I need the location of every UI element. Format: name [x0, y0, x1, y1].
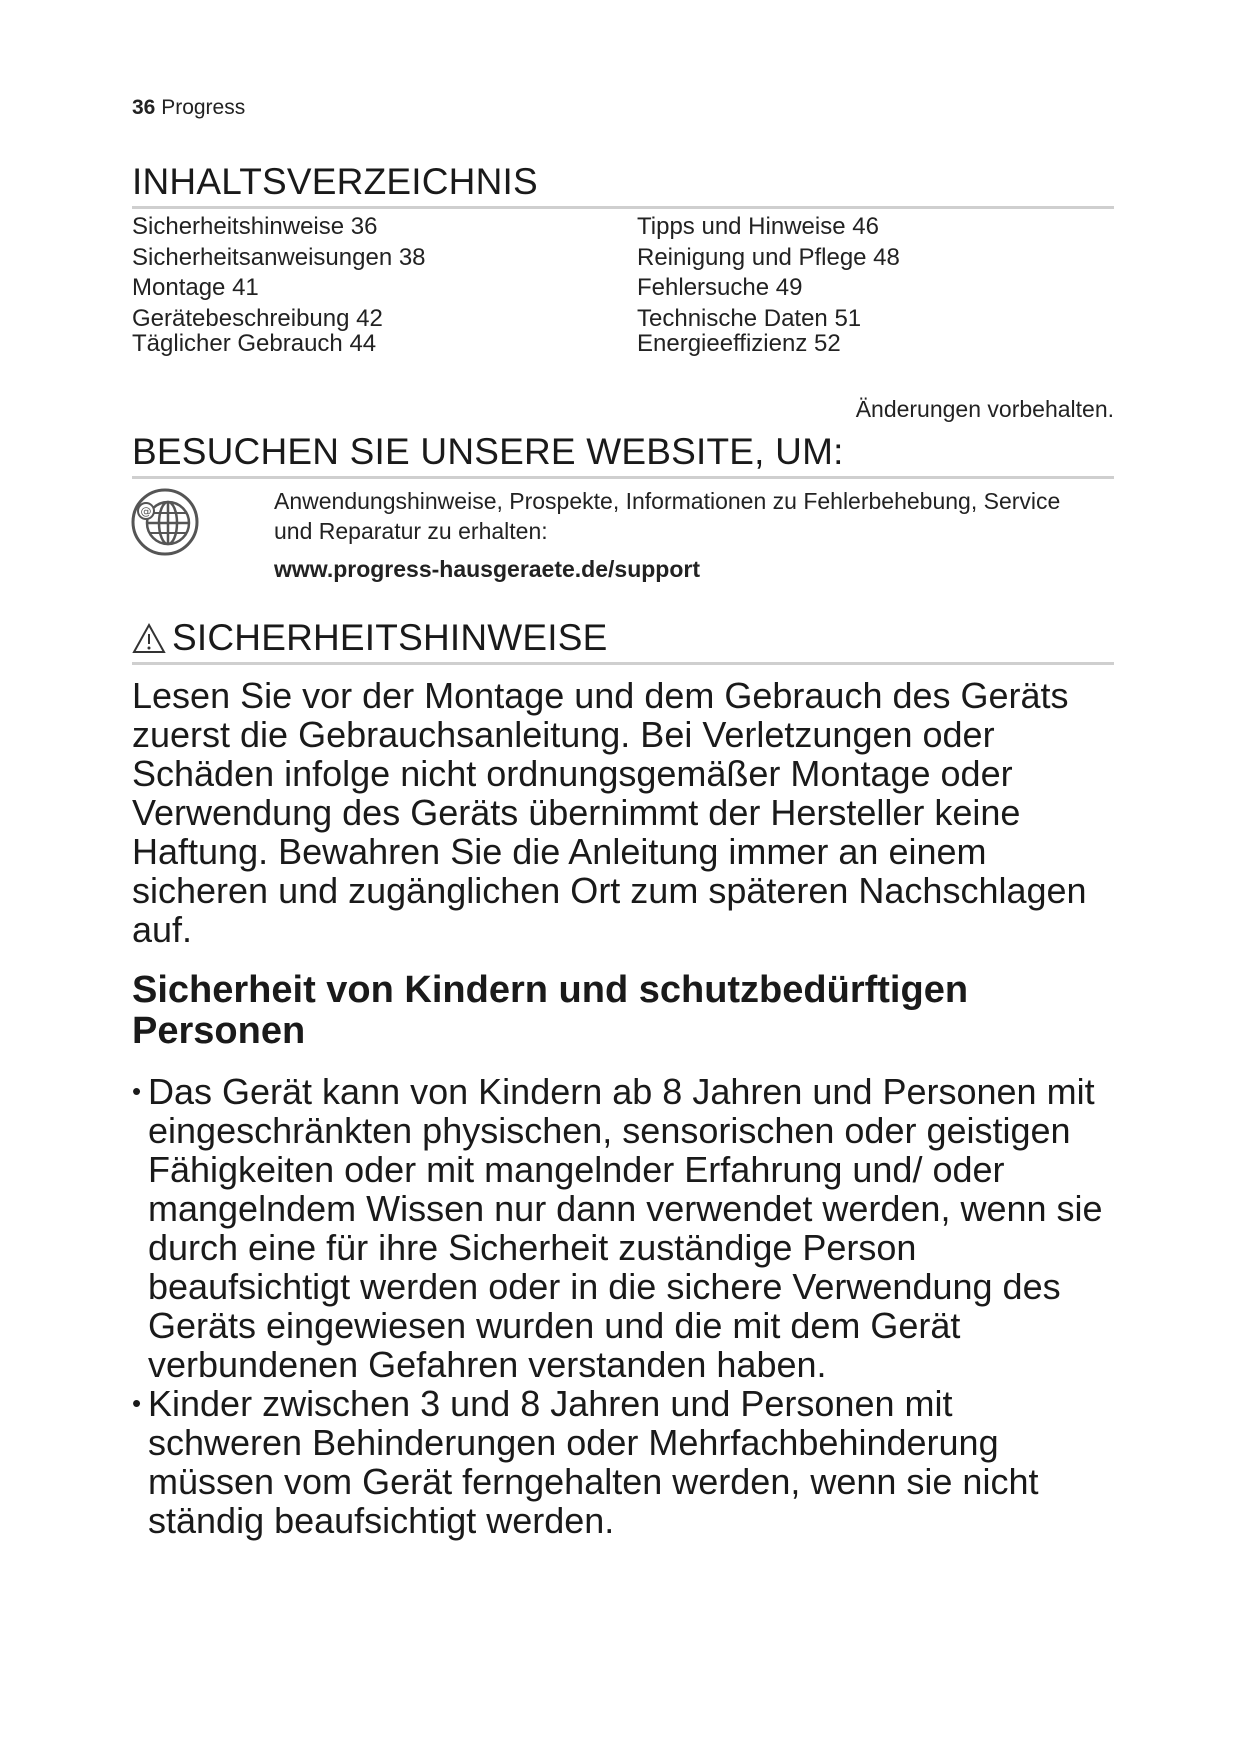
- brand-name: Progress: [161, 96, 246, 119]
- list-item: [132, 1072, 1114, 1384]
- safety-bullet-list: [132, 1072, 1114, 1540]
- safety-title: SICHERHEITSHINWEISE: [172, 617, 608, 658]
- safety-intro-paragraph: Lesen Sie vor der Montage und dem Gebrauch des Geräts zuerst die Gebrauchsanleitung. Bei Verletzungen oder Schäden infolge nicht ordnungsgemäßer Montage oder Verwendung des Geräts übernimmt der Hersteller keine Haftung. Bewahren Sie die Anleitung immer an einem sicheren und zugänglichen Ort zum späteren Nachschlagen auf.: [132, 675, 1087, 950]
- toc-item[interactable]: Gerätebeschreibung 42: [132, 304, 383, 332]
- toc-item[interactable]: Sicherheitshinweise 36: [132, 213, 378, 240]
- toc-title: INHALTSVERZEICHNIS: [132, 162, 1114, 209]
- toc-item[interactable]: Fehlersuche 49: [637, 274, 803, 301]
- toc-item[interactable]: Reinigung und Pflege 48: [637, 243, 900, 271]
- toc-column-right: [637, 212, 900, 357]
- svg-text:@: @: [140, 505, 152, 518]
- changes-note: Änderungen vorbehalten.: [855, 396, 1114, 422]
- support-link[interactable]: www.progress-hausgeraete.de/support: [274, 556, 701, 582]
- toc-item[interactable]: Täglicher Gebrauch 44: [132, 330, 377, 357]
- warning-triangle-icon: [132, 621, 166, 655]
- bullet-text: Kinder zwischen 3 und 8 Jahren und Personen mit schweren Behinderungen oder Mehrfachbehinderung müssen vom Gerät ferngehalten werden, wenn sie nicht ständig beaufsichtigt werden.: [148, 1383, 1039, 1541]
- children-safety-subtitle: Sicherheit von Kindern und schutzbedürftigen Personen: [132, 969, 969, 1052]
- toc-item[interactable]: Technische Daten 51: [637, 304, 862, 332]
- toc-item[interactable]: Montage 41: [132, 274, 259, 301]
- page-header: [132, 96, 245, 120]
- website-description: Anwendungshinweise, Prospekte, Informationen zu Fehlerbehebung, Service und Reparatur zu erhalten:: [274, 488, 1061, 544]
- toc-item[interactable]: Energieeffizienz 52: [637, 330, 841, 357]
- website-title: BESUCHEN SIE UNSERE WEBSITE, UM:: [132, 432, 1114, 479]
- bullet-icon: •: [132, 1388, 142, 1418]
- bullet-icon: •: [132, 1076, 142, 1106]
- globe-web-icon: [130, 487, 200, 557]
- page-number: 36: [132, 96, 156, 119]
- toc-item[interactable]: Tipps und Hinweise 46: [637, 213, 879, 240]
- toc-item[interactable]: Sicherheitsanweisungen 38: [132, 243, 426, 271]
- safety-title-row: [132, 618, 1114, 665]
- bullet-text: Das Gerät kann von Kindern ab 8 Jahren und Personen mit eingeschränkten physischen, sensorischen oder geistigen Fähigkeiten oder mit mangelnder Erfahrung und/ oder mangelndem Wissen nur dann verwendet werden, wenn sie durch eine für ihre Sicherheit zuständige Person beaufsichtigt werden oder in die sichere Verwendung des Geräts eingewiesen wurden und die mit dem Gerät verbundenen Gefahren verstanden haben.: [148, 1071, 1103, 1385]
- toc-column-left: [132, 212, 426, 357]
- list-item: [132, 1384, 1114, 1540]
